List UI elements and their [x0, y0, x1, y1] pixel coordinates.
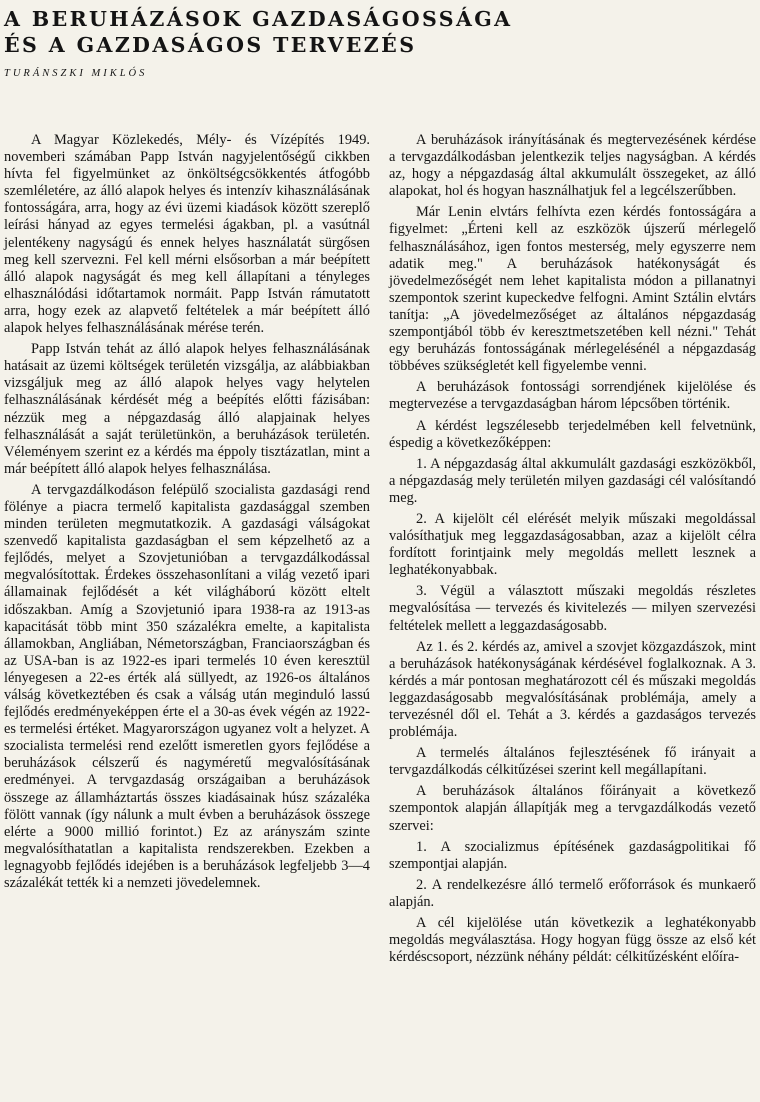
paragraph: A kérdést legszélesebb terjedelmében kell felvetnünk, éspedig a következőképpen: [389, 417, 756, 451]
list-item: 2. A kijelölt cél elérését melyik műszaki megoldással valósíthatjuk meg leggazdaságosabban, azaz a kijelölt célra fordított forintjaink mely megoldás mellett lesznek a leghatékonyabbak. [389, 510, 756, 579]
article-title-line-1: A BERUHÁZÁSOK GAZDASÁGOSSÁGA [4, 7, 513, 31]
article-author: TURÁNSZKI MIKLÓS [4, 68, 148, 79]
paragraph: A termelés általános fejlesztésének fő irányait a tervgazdálkodás célkitűzései szerint kell megállapítani. [389, 745, 756, 779]
paragraph: A beruházások általános főirányait a következő szempontok alapján állapítják meg a tervgazdálkodás vezető szervei: [389, 783, 756, 834]
paragraph: A Magyar Közlekedés, Mély- és Vízépítés 1949. novemberi számában Papp István nagyjelentőségű cikkben hívta fel figyelmünket az önköltségcsökkentés átfogóbb szemléletére, az álló alapok helyes és intenzív kihasználásának fontosságára, arra, hogy az évi üzemi kiadások között szereplő leírási hányad az egyes termelési ágakban, pl. a vasútnál jelentékeny nagyságú és ennek helyes használatát sürgősen meg kell szervezni. Fel kell mérni elsősorban a már beépített álló alapok nagyságát és meg kell állapítani a tényleges elhasználódási időtartamok normáit. Papp István rámutatott arra, hogy ezek az alapvető feltételek a már beépített álló alapok helyes felhasználásának mérése terén. [4, 132, 370, 337]
paragraph: A cél kijelölése után következik a leghatékonyabb megoldás megválasztása. Hogy hogyan függ össze az első két kérdéscsoport, nézzünk néhány példát: célkitűzésként előíra- [389, 915, 756, 966]
right-text-column [389, 132, 756, 970]
paragraph: Papp István tehát az álló alapok helyes felhasználásának hatásait az üzemi költségek területén vizsgálja, az alábbiakban vizsgáljuk meg az álló alapok helyes vagy helytelen felhasználásának kérdését még a beépítés előtti fázisában: nézzük meg a népgazdaság álló alapjainak helyes felhasználását a saját területünkön, a beruházások területén. Véleményem szerint ez a kérdés ma éppoly tisztázatlan, mint a már beépített álló alapok helyes felhasználása. [4, 341, 370, 477]
paragraph: A beruházások irányításának és megtervezésének kérdése a tervgazdálkodásban jelentkezik teljes nagyságban. A kérdés az, hogy a népgazdaság által akkumulált összegeket, az álló alapokat, hol és hogyan használhatjuk fel a legcélszerűbben. [389, 132, 756, 200]
list-item: 3. Végül a választott műszaki megoldás részletes megvalósítása — tervezés és kivitelezés — milyen szervezési feltételek mellett a leggazdaságosabb. [389, 583, 756, 634]
list-item: 1. A népgazdaság által akkumulált gazdasági eszközökből, a népgazdaság mely területén milyen gazdasági cél valósítandó meg. [389, 455, 756, 506]
article-title [4, 6, 512, 58]
article-title-line-2: ÉS A GAZDASÁGOS TERVEZÉS [4, 33, 417, 57]
left-text-column [4, 132, 370, 896]
paragraph: Az 1. és 2. kérdés az, amivel a szovjet közgazdászok, mint a beruházások hatékonyságának kérdésével foglalkoznak. A 3. kérdés a már pontosan meghatározott cél és műszaki megoldás leggazdaságosabb megvalósításának problémája, amely a tervezésnél dől el. Tehát a 3. kérdés a gazdaságos tervezés problémája. [389, 638, 756, 741]
list-item: 2. A rendelkezésre álló termelő erőforrások és munkaerő alapján. [389, 876, 756, 910]
list-item: 1. A szocializmus építésének gazdaságpolitikai fő szempontjai alapján. [389, 838, 756, 872]
paragraph: A beruházások fontossági sorrendjének kijelölése és megtervezése a tervgazdaságban három lépcsőben történik. [389, 379, 756, 413]
paragraph: A tervgazdálkodáson felépülő szocialista gazdasági rend fölénye a piacra termelő kapitalista gazdasággal szemben minden területen megmutatkozik. A gazdasági válságokat szenvedő kapitalista gazdaságban el sem képzelhető az a fejlődés, melyet a Szovjetunióban a tervgazdálkodással megvalósítottak. Érdekes összehasonlítani a világ vezető ipari államainak fejlődését a két világháború között eltelt időszakban. Amíg a Szovjetunió ipara 1938-ra az 1913-as kapacitását több mint 350 százalékra emelte, a kapitalista államokban, Angliában, Németországban, Franciaországban és az USA-ban is az 1922-es ipari termelés 10 éven keresztül lényegesen a 22-es érték alá süllyedt, az 1926-os általános válság következtében és csak a válság után meginduló lassú fejlődés eredményeképpen érte el a 30-as évek végén az 1922-es termelési értéket. Magyarországon ugyanez volt a helyzet. A szocialista termelési rend ezelőtt ismeretlen gyors fejlődése a beruházások célszerű és nagyméretű megvalósításának eredményei. A tervgazdaság országaiban a beruházások összege az államháztartás összes kiadásainak húsz százaléka fölött vannak (így nálunk a mult évben a beruházások összege elérte a 9000 millió forintot.) Ez az arányszám szinte megvalósíthatatlan a kapitalista rendszerekben. Ezekben a legnagyobb fejlődés idejében is a beruházások legfeljebb 3—4 százalékát tették ki a nemzeti jövedelemnek. [4, 481, 370, 892]
paragraph: Már Lenin elvtárs felhívta ezen kérdés fontosságára a figyelmet: „Érteni kell az eszközök újszerű mérlegelő felhasználásához, igen fontos mesterség, mely egyszerre nem adatik meg." A beruházások hatékonyságát és jövedelmezőségét nem lehet kapitalista módon a pillanatnyi szempontok szerint kupeckedve felfogni. Amint Sztálin elvtárs tanítja: „A jövedelmezőséget az általános népgazdaság szempontjából több év keresztmetszetében kell nézni." Tehát egy beruházás fontosságának mérlegelésénél a népgazdaság többéves szükségletét kell figyelembe venni. [389, 204, 756, 375]
